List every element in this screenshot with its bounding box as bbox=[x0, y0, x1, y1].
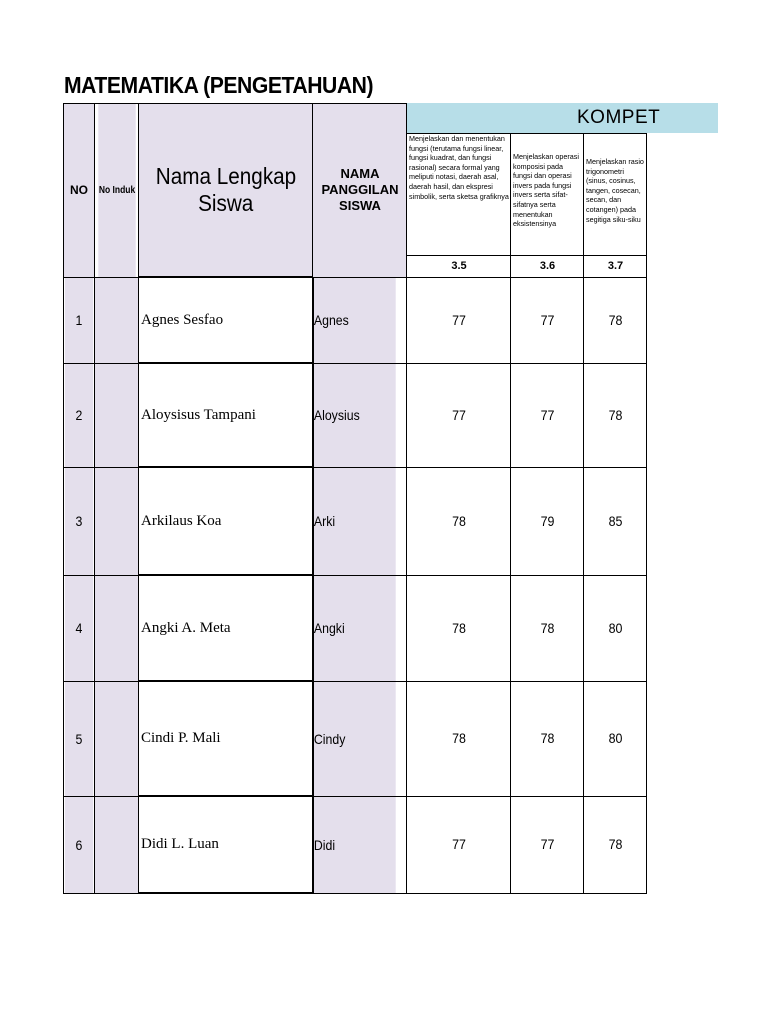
row-1-score-3-5[interactable]: 77 bbox=[452, 312, 466, 328]
row-5-no[interactable]: 5 bbox=[65, 681, 93, 796]
row-1-no[interactable]: 1 bbox=[65, 277, 93, 363]
row-2-nickname[interactable]: Aloysius bbox=[313, 363, 396, 467]
row-5-score-3-7[interactable]: 80 bbox=[608, 731, 623, 746]
sheet-title: MATEMATIKA (PENGETAHUAN) bbox=[64, 72, 374, 98]
row-3-score-3-6[interactable]: 79 bbox=[540, 513, 555, 529]
header-nama-panggilan-line2: PANGGILAN bbox=[321, 182, 399, 197]
grid-line bbox=[139, 680, 313, 682]
grid-line bbox=[138, 103, 139, 893]
grid-line bbox=[407, 133, 647, 134]
row-2-score-3-5[interactable]: 77 bbox=[452, 407, 466, 423]
row-4-no[interactable]: 4 bbox=[65, 575, 93, 681]
row-3-nickname[interactable]: Arki bbox=[313, 467, 396, 575]
grid-line bbox=[139, 892, 313, 894]
header-nama-lengkap[interactable] bbox=[139, 103, 313, 277]
competency-code-2[interactable]: 3.6 bbox=[539, 260, 556, 272]
row-1-score-3-6[interactable]: 77 bbox=[540, 312, 555, 328]
row-5-score-3-6[interactable]: 78 bbox=[540, 731, 555, 746]
row-1-score-3-7[interactable]: 78 bbox=[608, 312, 623, 328]
competency-description-3[interactable]: Menjelaskan rasio trigonometri (sinus, cosinus, tangen, cosecan, secan, dan cotangen) pada segitiga siku-siku bbox=[586, 157, 644, 224]
row-4-nickname[interactable]: Angki bbox=[313, 575, 396, 681]
row-4-score-3-6[interactable]: 78 bbox=[540, 620, 555, 636]
row-4-score-3-5[interactable]: 78 bbox=[452, 620, 466, 636]
grid-line bbox=[406, 103, 407, 893]
row-5-score-3-5[interactable]: 78 bbox=[452, 731, 466, 746]
grid-line bbox=[583, 133, 584, 893]
row-3-score-3-5[interactable]: 78 bbox=[452, 513, 466, 529]
header-nama-panggilan-line3: SISWA bbox=[339, 198, 381, 213]
grid-line bbox=[63, 103, 407, 104]
row-4-no-induk[interactable] bbox=[95, 575, 139, 681]
header-no-induk[interactable]: No Induk bbox=[98, 103, 135, 277]
row-1-no-induk[interactable] bbox=[95, 277, 139, 363]
row-6-nickname[interactable]: Didi bbox=[313, 796, 396, 893]
header-nama-lengkap-line2: Siswa bbox=[198, 190, 254, 216]
row-6-no-induk[interactable] bbox=[95, 796, 139, 893]
row-5-full-name[interactable]: Cindi P. Mali bbox=[141, 730, 221, 746]
header-kompetensi[interactable] bbox=[407, 103, 718, 133]
row-2-no-induk[interactable] bbox=[95, 363, 139, 467]
header-nama-lengkap-line1: Nama Lengkap bbox=[155, 163, 297, 189]
row-6-score-3-7[interactable]: 78 bbox=[608, 837, 623, 852]
grid-line bbox=[407, 255, 647, 256]
row-2-score-3-7[interactable]: 78 bbox=[608, 407, 623, 423]
grid-line bbox=[94, 103, 95, 893]
row-6-score-3-5[interactable]: 77 bbox=[452, 837, 466, 852]
header-kompetensi-label: KOMPET bbox=[577, 107, 661, 128]
grid-line bbox=[139, 466, 313, 468]
header-nama-panggilan[interactable] bbox=[313, 103, 407, 277]
competency-code-3[interactable]: 3.7 bbox=[607, 260, 624, 272]
row-6-full-name[interactable]: Didi L. Luan bbox=[141, 836, 219, 852]
row-2-no[interactable]: 2 bbox=[65, 363, 93, 467]
row-3-score-3-7[interactable]: 85 bbox=[608, 513, 623, 529]
competency-description-1[interactable]: Menjelaskan dan menentukan fungsi (terutama fungsi linear, fungsi kuadrat, dan fungsi rasional) secara formal yang meliputi notasi, daerah asal, daerah hasil, dan ekspresi simbolik, serta sketsa grafiknya bbox=[409, 134, 509, 201]
grid-line bbox=[139, 795, 313, 797]
row-2-full-name[interactable]: Aloysisus Tampani bbox=[141, 406, 256, 423]
grid-line bbox=[139, 574, 313, 576]
row-1-full-name[interactable]: Agnes Sesfao bbox=[141, 311, 224, 328]
grid-line bbox=[139, 276, 313, 278]
header-no[interactable]: NO bbox=[63, 103, 95, 277]
header-nama-panggilan-line1: NAMA bbox=[340, 166, 380, 181]
row-3-full-name[interactable]: Arkilaus Koa bbox=[141, 512, 222, 529]
row-6-no[interactable]: 6 bbox=[65, 796, 93, 893]
row-5-no-induk[interactable] bbox=[95, 681, 139, 796]
row-3-no[interactable]: 3 bbox=[65, 467, 93, 575]
competency-description-2[interactable]: Menjelaskan operasi komposisi pada fungsi dan operasi invers pada fungsi invers serta sifat-sifatnya serta menentukan eksistensinya bbox=[513, 152, 579, 229]
row-5-nickname[interactable]: Cindy bbox=[313, 681, 396, 796]
row-1-nickname[interactable]: Agnes bbox=[313, 277, 396, 363]
row-2-score-3-6[interactable]: 77 bbox=[540, 407, 555, 423]
row-6-score-3-6[interactable]: 77 bbox=[540, 837, 555, 852]
row-4-score-3-7[interactable]: 80 bbox=[608, 620, 623, 636]
grid-line bbox=[646, 133, 647, 893]
grid-line bbox=[312, 277, 314, 893]
competency-code-1[interactable]: 3.5 bbox=[451, 260, 467, 272]
grid-line bbox=[63, 103, 64, 893]
row-3-no-induk[interactable] bbox=[95, 467, 139, 575]
row-4-full-name[interactable]: Angki A. Meta bbox=[141, 619, 231, 636]
grid-line bbox=[510, 133, 511, 893]
grid-line bbox=[139, 362, 313, 364]
